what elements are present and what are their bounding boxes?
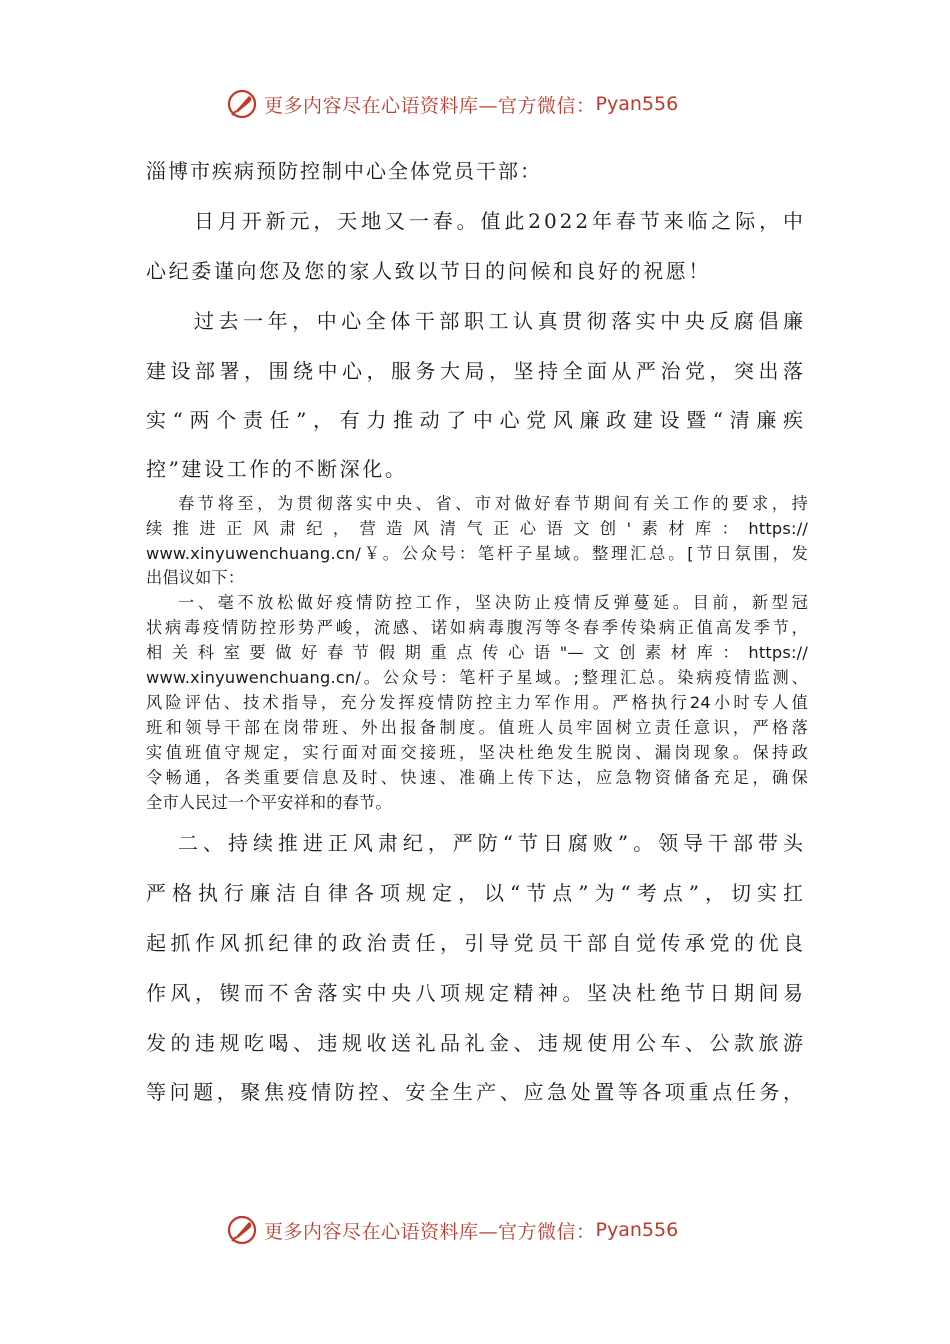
paragraph-line: 实“两个责任”，有力推动了中心党风廉政建设暨“清廉疾 [146, 408, 806, 432]
paragraph-line: 发的违规吃喝、违规收送礼品礼金、违规使用公车、公款旅游 [146, 1031, 806, 1055]
banner-wechat-id: Pyan556 [595, 1219, 679, 1241]
paragraph-line: 续推进正风肃纪，营造风清气正心语文创'素材库：https:// [146, 519, 808, 538]
banner-text: 更多内容尽在心语资料库—官方微信： [264, 94, 596, 117]
paragraph-line: 严格执行廉洁自律各项规定，以“节点”为“考点”，切实扛 [146, 881, 806, 905]
paragraph-line: 令畅通，各类重要信息及时、快速、准确上传下达，应急物资储备充足，确保 [146, 768, 808, 787]
paragraph-line: 出倡议如下： [146, 568, 245, 587]
paragraph-line: 建设部署，围绕中心，服务大局，坚持全面从严治党，突出落 [146, 359, 806, 383]
paragraph-line: 班和领导干部在岗带班、外出报备制度。值班人员牢固树立责任意识，严格落 [146, 718, 808, 737]
paragraph-line: 实值班值守规定，实行面对面交接班，坚决杜绝发生脱岗、漏岗现象。保持政 [146, 743, 808, 762]
paragraph-line: 一、毫不放松做好疫情防控工作，坚决防止疫情反弹蔓延。目前，新型冠 [178, 593, 808, 612]
paragraph-line: 相关科室要做好春节假期重点传心语"—文创素材库：https:// [146, 643, 808, 662]
paragraph-line: 作风，锲而不舍落实中央八项规定精神。坚决杜绝节日期间易 [146, 981, 806, 1005]
salutation: 淄博市疾病预防控制中心全体党员干部： [146, 159, 542, 183]
paragraph-line: 起抓作风抓纪律的政治责任，引导党员干部自觉传承党的优良 [146, 931, 806, 955]
quill-logo-icon [226, 1214, 258, 1246]
header-watermark-banner [226, 86, 678, 122]
banner-wechat-id: Pyan556 [595, 93, 679, 115]
paragraph-line: 全市人民过一个平安祥和的春节。 [146, 793, 392, 812]
paragraph-line: 状病毒疫情防控形势严峻，流感、诺如病毒腹泻等冬春季传染病正值高发季节， [146, 618, 808, 637]
paragraph-line: www.xinyuwenchuang.cn/￥。公众号：笔杆子星域。整理汇总。[节日氛围，发 [146, 544, 808, 563]
quill-logo-icon [226, 88, 258, 120]
footer-watermark-banner [226, 1212, 678, 1248]
banner-text: 更多内容尽在心语资料库—官方微信： [264, 1220, 596, 1243]
paragraph-line: 控”建设工作的不断深化。 [146, 457, 408, 481]
paragraph-line: 二、持续推进正风肃纪，严防“节日腐败”。领导干部带头 [178, 831, 806, 855]
paragraph-line: 日月开新元，天地又一春。值此2022年春节来临之际，中 [194, 209, 806, 233]
paragraph-line: 过去一年，中心全体干部职工认真贯彻落实中央反腐倡廉 [194, 309, 806, 333]
paragraph-line: 等问题，聚焦疫情防控、安全生产、应急处置等各项重点任务， [146, 1080, 806, 1104]
paragraph-line: www.xinyuwenchuang.cn/。公众号：笔杆子星域。;整理汇总。染病疫情监测、 [146, 668, 808, 687]
paragraph-line: 风险评估、技术指导，充分发挥疫情防控主力军作用。严格执行24小时专人值 [146, 693, 808, 712]
paragraph-line: 心纪委谨向您及您的家人致以节日的问候和良好的祝愿！ [146, 259, 711, 283]
paragraph-line: 春节将至，为贯彻落实中央、省、市对做好春节期间有关工作的要求，持 [178, 494, 808, 513]
